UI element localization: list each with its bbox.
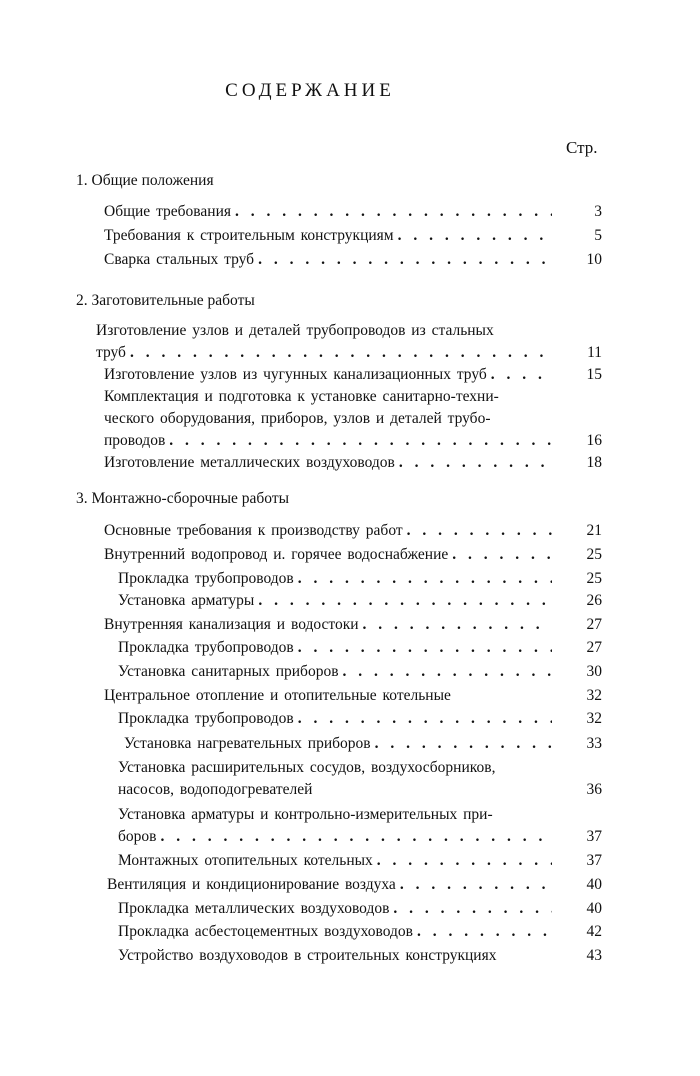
toc-entry [118,661,556,683]
entry-label: Общие требования [104,203,232,220]
entry-page-number: 25 [586,546,602,563]
toc-entry [118,945,556,967]
toc-entry [96,320,556,364]
toc-entry [107,874,556,896]
entry-page-number: 40 [586,900,602,917]
entry-label: Установка арматуры [118,592,255,609]
entry-label: Прокладка асбестоцементных воздуховодов [118,923,413,940]
page-title: СОДЕРЖАНИЕ [225,80,395,101]
toc-entry [118,708,556,730]
toc-entry [104,386,556,452]
section-heading: 1. Общие положения [76,172,214,189]
toc-entry [124,733,556,755]
entry-page-number: 40 [586,876,602,893]
entry-page-number: 27 [586,639,602,656]
toc-entry [118,850,556,872]
leader-dots [343,661,552,683]
leader-dots [375,733,552,755]
entry-label: Прокладка металлических воздуховодов [118,900,390,917]
entry-label: насосов, водоподогревателей [118,781,313,798]
leader-dots [258,590,552,612]
entry-label-line: Установка арматуры и контрольно-измерительных при- [118,806,493,823]
toc-entry [118,637,556,659]
entry-page-number: 15 [586,366,602,383]
entry-label: Внутренний водопровод и. горячее водоснабжение [104,546,449,563]
entry-label-line: Установка расширительных сосудов, воздухосборников, [118,759,496,776]
leader-dots [400,874,552,896]
leader-dots [398,225,552,247]
toc-entry [104,685,556,707]
entry-label: Основные требования к производству работ [104,522,403,539]
entry-page-number: 43 [586,947,602,964]
toc-entry [104,452,556,474]
entry-page-number: 37 [586,828,602,845]
entry-label: Требования к строительным конструкциям [104,227,394,244]
section-heading: 2. Заготовительные работы [76,292,255,309]
entry-page-number: 21 [586,522,602,539]
entry-label: Устройство воздуховодов в строительных конструкциях [118,947,497,964]
section-heading: 3. Монтажно-сборочные работы [76,490,290,507]
entry-page-number: 33 [586,735,602,752]
entry-label: Прокладка трубопроводов [118,570,294,587]
entry-page-number: 27 [586,616,602,633]
entry-label: Изготовление узлов из чугунных канализационных труб [104,366,487,383]
page-column-header: Стр. [566,138,598,157]
toc-entry [118,590,556,612]
entry-page-number: 3 [594,203,602,220]
entry-label: Изготовление металлических воздуховодов [104,454,395,471]
entry-label-line: ческого оборудования, приборов, узлов и деталей трубо- [104,410,491,427]
leader-dots [298,568,552,590]
toc-entry [118,568,556,590]
entry-page-number: 42 [586,923,602,940]
entry-label: Центральное отопление и отопительные котельные [104,687,451,704]
entry-label: Установка санитарных приборов [118,663,339,680]
entry-page-number: 18 [586,454,602,471]
entry-page-number: 25 [586,570,602,587]
leader-dots [417,921,552,943]
entry-page-number: 32 [586,687,602,704]
leader-dots [377,850,552,872]
leader-dots [452,544,552,566]
toc-entry [118,921,556,943]
leader-dots [160,826,552,848]
leader-dots [393,898,552,920]
entry-label: труб [96,344,126,361]
toc-entry [104,544,556,566]
entry-page-number: 30 [586,663,602,680]
entry-label: проводов [104,432,166,449]
entry-page-number: 5 [594,227,602,244]
entry-page-number: 37 [586,852,602,869]
toc-entry [118,898,556,920]
leader-dots [491,364,552,386]
entry-page-number: 26 [586,592,602,609]
leader-dots [130,342,552,364]
leader-dots [235,201,552,223]
toc-entry [104,249,556,271]
leader-dots [258,249,552,271]
leader-dots [407,520,552,542]
entry-label: Прокладка трубопроводов [118,710,294,727]
entry-label-line: Изготовление узлов и деталей трубопроводов из стальных [96,322,494,339]
toc-entry [104,364,556,386]
entry-page-number: 10 [586,251,602,268]
leader-dots [298,637,552,659]
entry-page-number: 36 [586,781,602,798]
entry-page-number: 11 [587,344,602,361]
entry-label: Внутренняя канализация и водостоки [104,616,359,633]
entry-label-line: Комплектация и подготовка к установке санитарно-техни- [104,388,499,405]
entry-label: Монтажных отопительных котельных [118,852,373,869]
leader-dots [363,614,552,636]
leader-dots [298,708,552,730]
toc-entry [104,520,556,542]
toc-entry [118,804,556,848]
leader-dots [399,452,552,474]
entry-page-number: 32 [586,710,602,727]
toc-entry [104,225,556,247]
entry-label: Прокладка трубопроводов [118,639,294,656]
entry-label: Установка нагревательных приборов [124,735,371,752]
toc-entry [118,757,556,801]
entry-label: Сварка стальных труб [104,251,255,268]
entry-page-number: 16 [586,432,602,449]
entry-label: боров [118,828,157,845]
toc-entry [104,201,556,223]
entry-label: Вентиляция и кондиционирование воздуха [107,876,396,893]
toc-entry [104,614,556,636]
leader-dots [169,430,552,452]
